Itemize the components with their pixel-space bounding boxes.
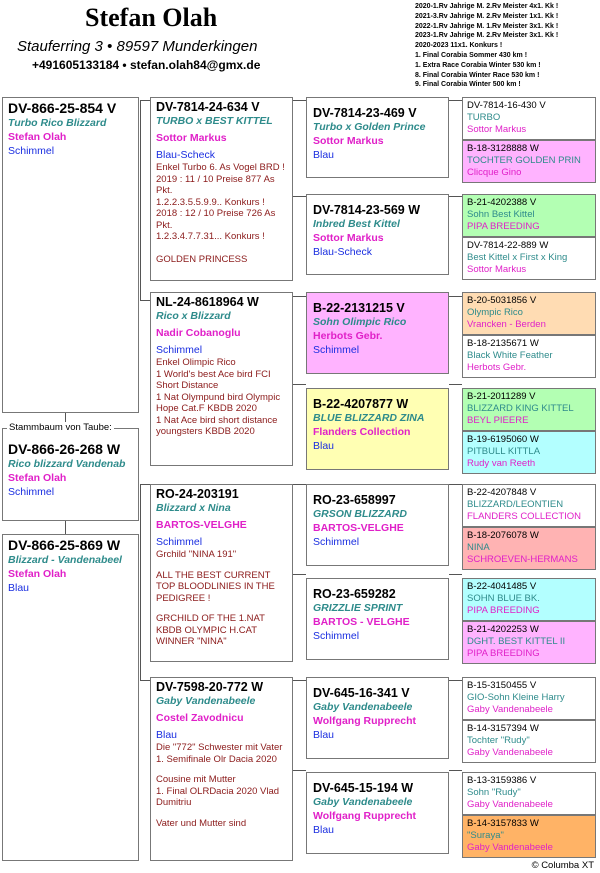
feather-color: Blau [313, 729, 335, 741]
sibling-pigeon-card[interactable] [2, 428, 139, 521]
pigeon-name: Blizzard x Nina [156, 502, 231, 514]
owner-name: Herbots Gebr. [467, 362, 527, 373]
grandparent-card[interactable] [306, 772, 449, 854]
pigeon-name: Gaby Vandenabeele [313, 701, 413, 713]
pigeon-name: SOHN BLUE BK. [467, 593, 540, 604]
pigeon-name: GIO-Sohn Kleine Harry [467, 692, 565, 703]
sibling-label: Stammbaum von Taube: [9, 422, 112, 433]
grandparent-card[interactable] [306, 292, 449, 374]
mate-pigeon-card[interactable] [2, 534, 139, 861]
owner-name: BARTOS - VELGHE [313, 616, 410, 628]
owner-name: Stefan Olah [8, 568, 67, 580]
great-grandparent-card[interactable] [462, 292, 596, 335]
owner-name: BARTOS-VELGHE [156, 519, 247, 531]
sire-card[interactable] [150, 97, 293, 281]
achievement-line: 1. Final Corabia Sommer 430 km ! [415, 51, 528, 59]
grandparent-card[interactable] [306, 97, 449, 178]
connector-line [293, 680, 306, 681]
ring-number: NL-24-8618964 W [156, 295, 259, 309]
connector-line [293, 770, 306, 771]
pigeon-name: Rico blizzard Vandenab [8, 458, 126, 470]
grandparent-card[interactable] [306, 578, 449, 660]
pigeon-name: Turbo Rico Blizzard [8, 117, 107, 129]
ring-number: DV-7814-24-634 V [156, 100, 260, 114]
great-grandparent-card[interactable] [462, 388, 596, 431]
ring-number: B-21-4202253 W [467, 624, 539, 635]
achievement-line: 9. Final Corabia Winter 500 km ! [415, 81, 521, 89]
pigeon-name: Gaby Vandenabeele [156, 695, 256, 707]
owner-name: Gaby Vandenabeele [467, 747, 553, 758]
great-grandparent-card[interactable] [462, 335, 596, 378]
feather-color: Schimmel [313, 344, 360, 356]
pigeon-name: GRSON BLIZZARD [313, 508, 407, 520]
owner-name: Gaby Vandenabeele [467, 704, 553, 715]
great-grandparent-card[interactable] [462, 140, 596, 183]
great-grandparent-card[interactable] [462, 677, 596, 720]
ring-number: B-18-3128888 W [467, 143, 539, 154]
ring-number: B-18-2135671 W [467, 338, 539, 349]
ring-number: B-13-3159386 V [467, 775, 537, 786]
great-grandparent-card[interactable] [462, 237, 596, 280]
feather-color: Schimmel [156, 536, 203, 548]
connector-line [293, 196, 306, 197]
great-grandparent-card[interactable] [462, 772, 596, 815]
ring-number: B-22-4207848 V [467, 487, 537, 498]
pigeon-name: Inbred Best Kittel [313, 218, 400, 230]
pigeon-name: TURBO [467, 112, 501, 123]
ring-number: B-21-4202388 V [467, 197, 537, 208]
great-grandparent-card[interactable] [462, 97, 596, 140]
owner-name: FLANDERS COLLECTION [467, 511, 582, 522]
owner-name: Gaby Vandenabeele [467, 799, 553, 810]
ring-number: DV-866-25-854 V [8, 100, 117, 116]
breeder-address: Stauferring 3 • 89597 Munderkingen [17, 38, 258, 55]
ring-number: B-22-4041485 V [467, 581, 537, 592]
pigeon-name: Sohn "Rudy" [467, 787, 521, 798]
owner-name: Sottor Markus [467, 264, 527, 275]
ring-number: B-20-5031856 V [467, 295, 537, 306]
achievements-list [415, 2, 558, 90]
achievement-line: 2020-1.Rv Jahrige M. 2.Rv Meister 4x1. Kk ! [415, 3, 559, 10]
achievement-line: 2020-2023 11x1. Konkurs ! [415, 42, 503, 50]
achievement-line: 2023-1.Rv Jahrige M. 2.Rv Meister 3x1. Kk ! [415, 32, 559, 40]
connector-line [449, 296, 462, 297]
pigeon-name: DGHT. BEST KITTEL II [467, 636, 566, 647]
connector-line [140, 484, 141, 680]
pigeon-name: Black White Feather [467, 350, 553, 361]
owner-name: Flanders Collection [313, 426, 411, 438]
great-grandparent-card[interactable] [462, 621, 596, 664]
pigeon-name: Best Kittel x First x King [467, 252, 568, 263]
ring-number: RO-24-203191 [156, 487, 239, 501]
pigeon-name: Sohn Best Kittel [467, 209, 535, 220]
connector-line [293, 384, 306, 385]
connector-line [65, 520, 66, 534]
pigeon-name: Sohn Olimpic Rico [313, 316, 407, 328]
pigeon-name: PITBULL KITTLA [467, 446, 541, 457]
owner-name: Rudy van Reeth [467, 458, 536, 469]
great-grandparent-card[interactable] [462, 720, 596, 763]
pigeon-notes: Die "772" Schwester mit Vater 1. Semifinale Olr Dacia 2020 Cousine mit Mutter 1. Final OLRDacia 2020 Vlad Dumitriu Vater und Mutter sind [156, 742, 283, 829]
connector-line [293, 574, 306, 575]
owner-name: Stefan Olah [8, 131, 67, 143]
great-grandparent-card[interactable] [462, 815, 596, 858]
breeder-contact: +491605133184 • stefan.olah84@gmx.de [32, 58, 261, 72]
ring-number: B-15-3150455 V [467, 680, 537, 691]
connector-line [293, 484, 306, 485]
ring-number: DV-7814-16-430 V [467, 100, 546, 111]
feather-color: Blau-Scheck [156, 149, 215, 161]
grandparent-card[interactable] [306, 388, 449, 470]
pigeon-name: Turbo x Golden Prince [313, 121, 426, 133]
great-grandparent-card[interactable] [462, 194, 596, 237]
ring-number: B-14-3157833 W [467, 818, 539, 829]
connector-line [140, 484, 150, 485]
connector-line [449, 574, 462, 575]
pigeon-name: Blizzard - Vandenabeel [8, 554, 122, 566]
breeder-name: Stefan Olah [85, 3, 218, 32]
connector-line [293, 100, 306, 101]
owner-name: Gaby Vandenabeele [467, 842, 553, 853]
connector-line [293, 296, 306, 297]
pigeon-name: NINA [467, 542, 490, 553]
owner-name: Clicque Gino [467, 167, 522, 178]
grandparent-card[interactable] [306, 194, 449, 275]
owner-name: Herbots Gebr. [313, 330, 383, 342]
achievement-line: 8. Final Corabia Winter Race 530 km ! [415, 71, 540, 79]
ring-number: RO-23-658997 [313, 493, 396, 507]
mate-sire-card[interactable] [150, 484, 293, 662]
copyright-footer: © Columba XT [531, 860, 594, 871]
ring-number: DV-645-16-341 V [313, 686, 410, 700]
pigeon-notes: Enkel Olimpic Rico 1 World's best Ace bird FCI Short Distance 1 Nat Olympund bird Olympic Hope Cat.F KBDB 2020 1 Nat Ace bird short distance youngsters KBDB 2020 [156, 357, 281, 437]
great-grandparent-card[interactable] [462, 578, 596, 621]
ring-number: B-22-4207877 W [313, 397, 409, 411]
connector-line [140, 100, 150, 101]
owner-name: Wolfgang Rupprecht [313, 810, 417, 822]
pigeon-name: Rico x Blizzard [156, 310, 231, 322]
connector-line [140, 100, 141, 300]
connector-line [449, 100, 462, 101]
feather-color: Blau [313, 824, 335, 836]
owner-name: Sottor Markus [156, 132, 227, 144]
mate-dam-card[interactable] [150, 677, 293, 861]
connector-line [449, 680, 462, 681]
owner-name: Sottor Markus [313, 232, 384, 244]
pigeon-name: TOCHTER GOLDEN PRIN [467, 155, 581, 166]
ring-number: B-14-3157394 W [467, 723, 539, 734]
owner-name: BARTOS-VELGHE [313, 522, 404, 534]
owner-name: Vrancken - Berden [467, 319, 546, 330]
great-grandparent-card[interactable] [462, 484, 596, 527]
connector-line [140, 680, 150, 681]
pigeon-name: BLUE BLIZZARD ZINA [313, 412, 425, 424]
dam-card[interactable] [150, 292, 293, 466]
pigeon-name: GRIZZLIE SPRINT [313, 602, 403, 614]
pigeon-notes: Grchild "NINA 191" ALL THE BEST CURRENT TOP BLOODLINIES IN THE PEDIGREE ! GRCHILD OF THE 1.NAT KBDB OLYMPIC H.CAT WINNER "NINA" [156, 549, 275, 647]
feather-color: Schimmel [8, 486, 55, 498]
feather-color: Blau-Scheck [313, 246, 372, 258]
achievement-line: 2022-1.Rv Jahrige M. 1.Rv Meister 3x1. Kk ! [415, 22, 559, 30]
pigeon-name: Gaby Vandenabeele [313, 796, 413, 808]
feather-color: Schimmel [313, 536, 360, 548]
owner-name: Nadir Cobanoglu [156, 327, 241, 339]
owner-name: Sottor Markus [467, 124, 527, 135]
owner-name: PIPA BREEDING [467, 221, 540, 232]
ring-number: DV-7598-20-772 W [156, 680, 264, 694]
owner-name: PIPA BREEDING [467, 648, 540, 659]
owner-name: SCHROEVEN-HERMANS [467, 554, 578, 565]
pigeon-name: BLIZZARD/LEONTIEN [467, 499, 564, 510]
achievement-line: 2021-3.Rv Jahrige M. 2.Rv Meister 1x1. Kk ! [415, 12, 559, 20]
owner-name: Costel Zavodnicu [156, 712, 244, 724]
grandparent-card[interactable] [306, 484, 449, 566]
grandparent-card[interactable] [306, 677, 449, 759]
feather-color: Blau [8, 582, 30, 594]
feather-color: Schimmel [8, 145, 55, 157]
ring-number: RO-23-659282 [313, 587, 396, 601]
connector-line [449, 384, 462, 385]
feather-color: Schimmel [313, 630, 360, 642]
owner-name: PIPA BREEDING [467, 605, 540, 616]
ring-number: DV-7814-23-569 W [313, 203, 421, 217]
connector-line [140, 300, 150, 301]
pigeon-name: TURBO x BEST KITTEL [156, 115, 273, 127]
pigeon-name: BLIZZARD KING KITTEL [467, 403, 574, 414]
ring-number: DV-866-26-268 W [8, 441, 121, 457]
pigeon-name: "Suraya" [467, 830, 504, 841]
ring-number: DV-645-15-194 W [313, 781, 414, 795]
owner-name: Sottor Markus [313, 135, 384, 147]
feather-color: Blau [313, 149, 335, 161]
connector-line [449, 484, 462, 485]
achievement-line: 1. Extra Race Corabia Winter 530 km ! [415, 61, 541, 69]
great-grandparent-card[interactable] [462, 431, 596, 474]
feather-color: Schimmel [156, 344, 203, 356]
ring-number: DV-7814-22-889 W [467, 240, 549, 251]
ring-number: B-21-2011289 V [467, 391, 536, 402]
owner-name: BEYL PIEERE [467, 415, 529, 426]
ring-number: B-22-2131215 V [313, 301, 405, 315]
connector-line [449, 770, 462, 771]
subject-pigeon-card[interactable] [2, 97, 139, 413]
ring-number: DV-866-25-869 W [8, 537, 121, 553]
ring-number: B-19-6195060 W [467, 434, 539, 445]
feather-color: Blau [156, 729, 178, 741]
ring-number: DV-7814-23-469 V [313, 106, 417, 120]
owner-name: Wolfgang Rupprecht [313, 715, 417, 727]
pigeon-notes: Enkel Turbo 6. As Vogel BRD ! 2019 : 11 / 10 Preise 877 As Pkt. 1.2.2.3.5.5.9.9.. Konkurs ! 2018 : 12 / 10 Preise 726 As Pkt. 1.2.3.4.7.7.31... Konkurs ! GOLDEN PRINCESS [156, 162, 285, 265]
ring-number: B-18-2076078 W [467, 530, 539, 541]
feather-color: Blau [313, 440, 335, 452]
connector-line [449, 196, 462, 197]
pigeon-name: Olympic Rico [467, 307, 523, 318]
great-grandparent-card[interactable] [462, 527, 596, 570]
owner-name: Stefan Olah [8, 472, 67, 484]
pigeon-name: Tochter "Rudy" [467, 735, 530, 746]
